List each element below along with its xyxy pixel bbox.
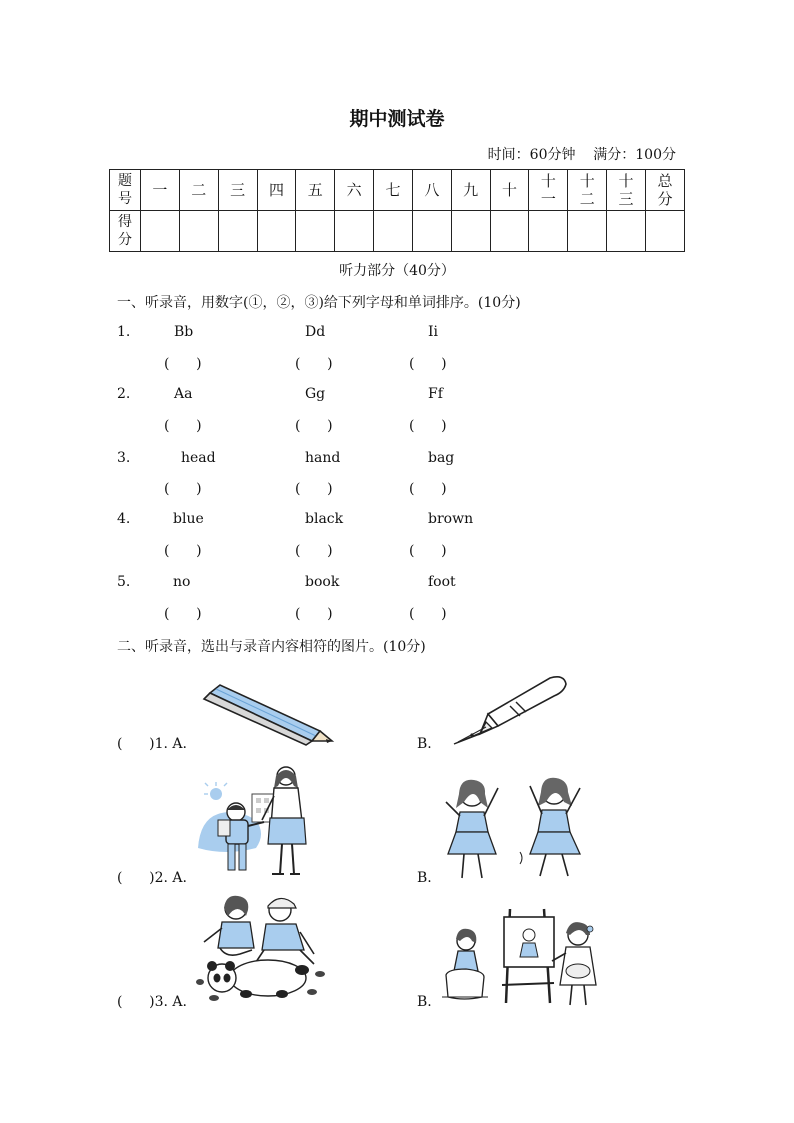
item-word: Ff (428, 386, 443, 402)
question-label[interactable]: ( )2. A. (117, 870, 187, 886)
answer-blank[interactable]: ( ) (409, 606, 447, 622)
answer-blank[interactable]: ( ) (295, 481, 333, 497)
score-cell[interactable] (141, 211, 180, 252)
score-cell[interactable] (179, 211, 218, 252)
score-cell[interactable] (451, 211, 490, 252)
listening-section-note: 听力部分（40分） (339, 263, 455, 279)
kids-with-panda-icon[interactable] (196, 892, 336, 1004)
item-word: blue (173, 511, 204, 527)
question-number: 1. (117, 324, 131, 340)
item-word: black (305, 511, 344, 527)
column-header: 六 (335, 170, 374, 211)
score-table (109, 169, 685, 252)
item-word: head (181, 450, 216, 466)
answer-blank[interactable]: ( ) (164, 481, 202, 497)
question-number: 2. (117, 386, 131, 402)
answer-blank[interactable]: ( ) (164, 356, 202, 372)
score-cell[interactable] (296, 211, 335, 252)
item-word: Ii (428, 324, 439, 340)
score-cell[interactable] (568, 211, 607, 252)
column-header: 四 (257, 170, 296, 211)
column-header: 五 (296, 170, 335, 211)
column-header: 总 分 (645, 170, 684, 211)
item-word: Aa (174, 386, 193, 402)
answer-blank[interactable]: ( ) (295, 418, 333, 434)
exam-meta: 时间：60分钟 满分：100分 (487, 147, 676, 163)
item-word: no (173, 574, 191, 590)
score-cell[interactable] (218, 211, 257, 252)
option-b-label[interactable]: B. (417, 994, 432, 1010)
row-label-question-number: 题 号 (110, 170, 141, 211)
question-label[interactable]: ( )1. A. (117, 736, 187, 752)
question-number: 4. (117, 511, 131, 527)
column-header: 十 一 (529, 170, 568, 211)
column-header: 一 (141, 170, 180, 211)
answer-blank[interactable]: ( ) (409, 356, 447, 372)
column-header: 九 (451, 170, 490, 211)
score-cell[interactable] (490, 211, 529, 252)
answer-blank[interactable]: ( ) (295, 356, 333, 372)
column-header: 八 (412, 170, 451, 211)
column-header: 十 三 (607, 170, 646, 211)
question-number: 5. (117, 574, 131, 590)
option-b-label[interactable]: B. (417, 870, 432, 886)
answer-blank[interactable]: ( ) (164, 418, 202, 434)
boy-and-teacher-icon[interactable] (196, 764, 312, 880)
fountain-pen-icon[interactable] (450, 672, 570, 748)
score-cell[interactable] (645, 211, 684, 252)
item-word: book (305, 574, 340, 590)
item-word: bag (428, 450, 455, 466)
item-word: Dd (305, 324, 326, 340)
item-word: foot (428, 574, 456, 590)
option-b-label[interactable]: B. (417, 736, 432, 752)
score-cell[interactable] (412, 211, 451, 252)
answer-blank[interactable]: ( ) (409, 418, 447, 434)
answer-blank[interactable]: ( ) (409, 543, 447, 559)
answer-blank[interactable]: ( ) (164, 606, 202, 622)
score-cell[interactable] (257, 211, 296, 252)
item-word: brown (428, 511, 474, 527)
part1-heading: 一、听录音，用数字(①，②，③)给下列字母和单词排序。(10分) (117, 295, 521, 311)
item-word: hand (305, 450, 341, 466)
answer-blank[interactable]: ( ) (295, 606, 333, 622)
item-word: Gg (305, 386, 326, 402)
score-cell[interactable] (529, 211, 568, 252)
row-label-score: 得 分 (110, 211, 141, 252)
girls-waving-icon[interactable] (440, 772, 590, 880)
column-header: 七 (374, 170, 413, 211)
score-cell[interactable] (335, 211, 374, 252)
score-table-header-row (110, 170, 685, 211)
score-cell[interactable] (374, 211, 413, 252)
score-table-score-row (110, 211, 685, 252)
answer-blank[interactable]: ( ) (409, 481, 447, 497)
pencil-icon[interactable] (200, 683, 340, 745)
question-number: 3. (117, 450, 131, 466)
answer-blank[interactable]: ( ) (295, 543, 333, 559)
item-word: Bb (174, 324, 194, 340)
part2-heading: 二、听录音，选出与录音内容相符的图片。(10分) (117, 639, 426, 655)
girl-painting-icon[interactable] (440, 905, 600, 1009)
column-header: 十 二 (568, 170, 607, 211)
score-cell[interactable] (607, 211, 646, 252)
column-header: 二 (179, 170, 218, 211)
column-header: 十 (490, 170, 529, 211)
page-title: 期中测试卷 (349, 108, 445, 130)
answer-blank[interactable]: ( ) (164, 543, 202, 559)
question-label[interactable]: ( )3. A. (117, 994, 187, 1010)
column-header: 三 (218, 170, 257, 211)
